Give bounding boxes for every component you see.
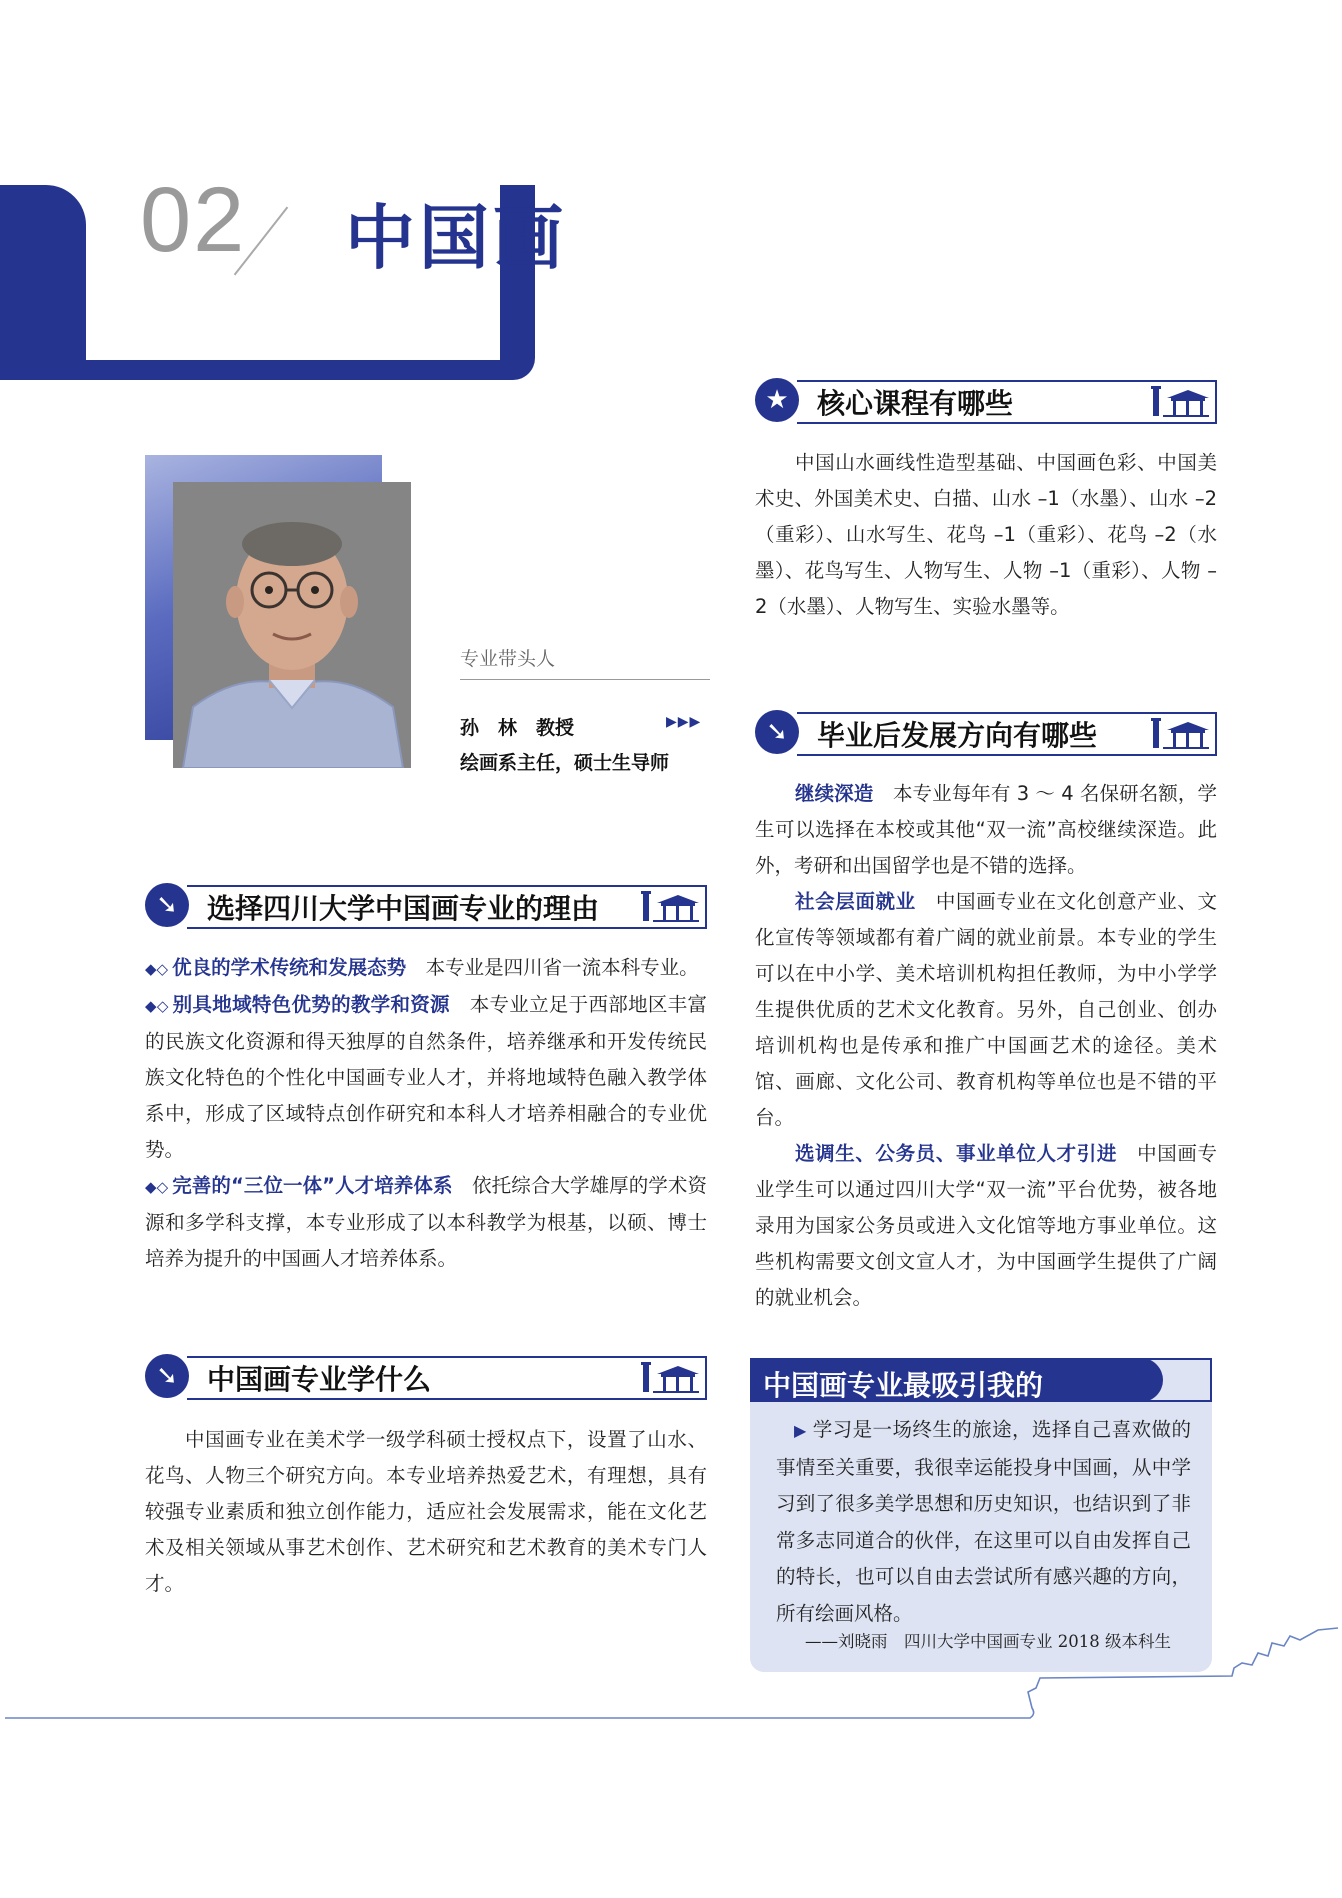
reasons-heading [145,883,707,931]
arrow-down-right-icon: ➘ [755,710,799,754]
career-item [755,1136,1217,1316]
star-icon: ★ [755,378,799,422]
testimonial-heading: 中国画专业最吸引我的 [763,1369,1044,1402]
pavilion-icon [1151,714,1209,750]
core-courses-heading [755,378,1217,426]
reason-item-text: 依托综合大学雄厚的学术资源和多学科支撑，本专业形成了以本科教学为根基，以硕、博士培养为提升的中国画人才培养体系。 [145,1174,707,1270]
career-item-text: 中国画专业学生可以通过四川大学“双一流”平台优势，被各地录用为国家公务员或进入文化馆等地方事业单位。这些机构需要文创文宣人才，为中国画学生提供了广阔的就业机会。 [755,1142,1217,1309]
profile-position: 绘画系主任，硕士生导师 [460,752,670,774]
reason-item [145,1168,707,1277]
pavilion-icon [641,1358,699,1394]
section-title: 中国画 [345,196,567,279]
heading-label: 选择四川大学中国画专业的理由 [207,892,600,925]
arrow-down-right-icon: ➘ [145,1354,189,1398]
profile-role-label: 专业带头人 [460,648,556,670]
career-item-title: 继续深造 [795,782,874,805]
study-heading [145,1354,707,1402]
profile-divider [460,679,710,680]
reasons-text [145,950,707,1277]
career-item-text: 本专业每年有 3 ～ 4 名保研名额，学生可以选择在本校或其他“双一流”高校继续深造。此外，考研和出国留学也是不错的选择。 [755,782,1217,877]
reason-item [145,987,707,1168]
reason-item-title: 完善的“三位一体”人才培养体系 [172,1174,453,1197]
testimonial-quote [776,1412,1191,1632]
career-text [755,776,1217,1316]
reason-item-title: 别具地域特色优势的教学和资源 [172,993,450,1016]
reason-item [145,950,707,987]
skyline-decoration [0,1618,1342,1730]
diamond-bullet-icon: ◆◇ [145,960,169,978]
reason-item-title: 优良的学术传统和发展态势 [172,956,407,979]
career-item [755,776,1217,884]
diamond-bullet-icon: ◆◇ [145,1178,169,1196]
heading-label: 核心课程有哪些 [817,387,1014,420]
reason-item-text: 本专业是四川省一流本科专业。 [425,956,699,979]
reason-item-text: 本专业立足于西部地区丰富的民族文化资源和得天独厚的自然条件，培养继承和开发传统民族文化特色的个性化中国画专业人才，并将地域特色融入教学体系中，形成了区域特点创作研究和本科人才培养相融合的专业优势。 [145,993,707,1161]
career-item-text: 中国画专业在文化创意产业、文化宣传等领域都有着广阔的就业前景。本专业的学生可以在中小学、美术培训机构担任教师，为中小学学生提供优质的艺术文化教育。另外，自己创业、创办培训机构也是传承和推广中国画艺术的途径。美术馆、画廊、文化公司、教育机构等单位也是不错的平台。 [755,890,1217,1129]
career-item-title: 社会层面就业 [795,890,916,913]
testimonial-quote-text: 学习是一场终生的旅途，选择自己喜欢做的事情至关重要，我很幸运能投身中国画，从中学习到了很多美学思想和历史知识，也结识到了非常多志同道合的伙伴，在这里可以自由发挥自己的特长，也可以自由去尝试所有感兴趣的方向，所有绘画风格。 [776,1418,1191,1625]
heading-label: 毕业后发展方向有哪些 [817,719,1098,752]
core-courses-text: 中国山水画线性造型基础、中国画色彩、中国美术史、外国美术史、白描、山水 –1（水墨）、山水 –2（重彩）、山水写生、花鸟 –1（重彩）、花鸟 –2（水墨）、花鸟写生、人物写生、人物 –1（重彩）、人物 –2（水墨）、人物写生、实验水墨等。 [755,451,1217,618]
section-number: 02 [140,169,247,271]
professor-photo [173,482,411,768]
diamond-bullet-icon: ◆◇ [145,997,169,1015]
profile-arrows-icon: ▶▶▶ [666,714,702,730]
heading-label: 中国画专业学什么 [207,1363,432,1396]
career-item [755,884,1217,1136]
pavilion-icon [641,887,699,923]
header-side-tab [0,185,86,370]
testimonial-author: ——刘晓雨 四川大学中国画专业 2018 级本科生 [805,1632,1171,1651]
pavilion-icon [1151,382,1209,418]
study-text: 中国画专业在美术学一级学科硕士授权点下，设置了山水、花鸟、人物三个研究方向。本专业培养热爱艺术，有理想，具有较强专业素质和独立创作能力，适应社会发展需求，能在文化艺术及相关领域从事艺术创作、艺术研究和艺术教育的美术专门人才。 [145,1428,707,1595]
career-heading [755,710,1217,758]
arrow-down-right-icon: ➘ [145,883,189,927]
career-item-title: 选调生、公务员、事业单位人才引进 [795,1142,1117,1165]
profile-name: 孙 林 教授 [460,717,575,739]
triangle-bullet-icon: ▶ [794,1421,807,1440]
